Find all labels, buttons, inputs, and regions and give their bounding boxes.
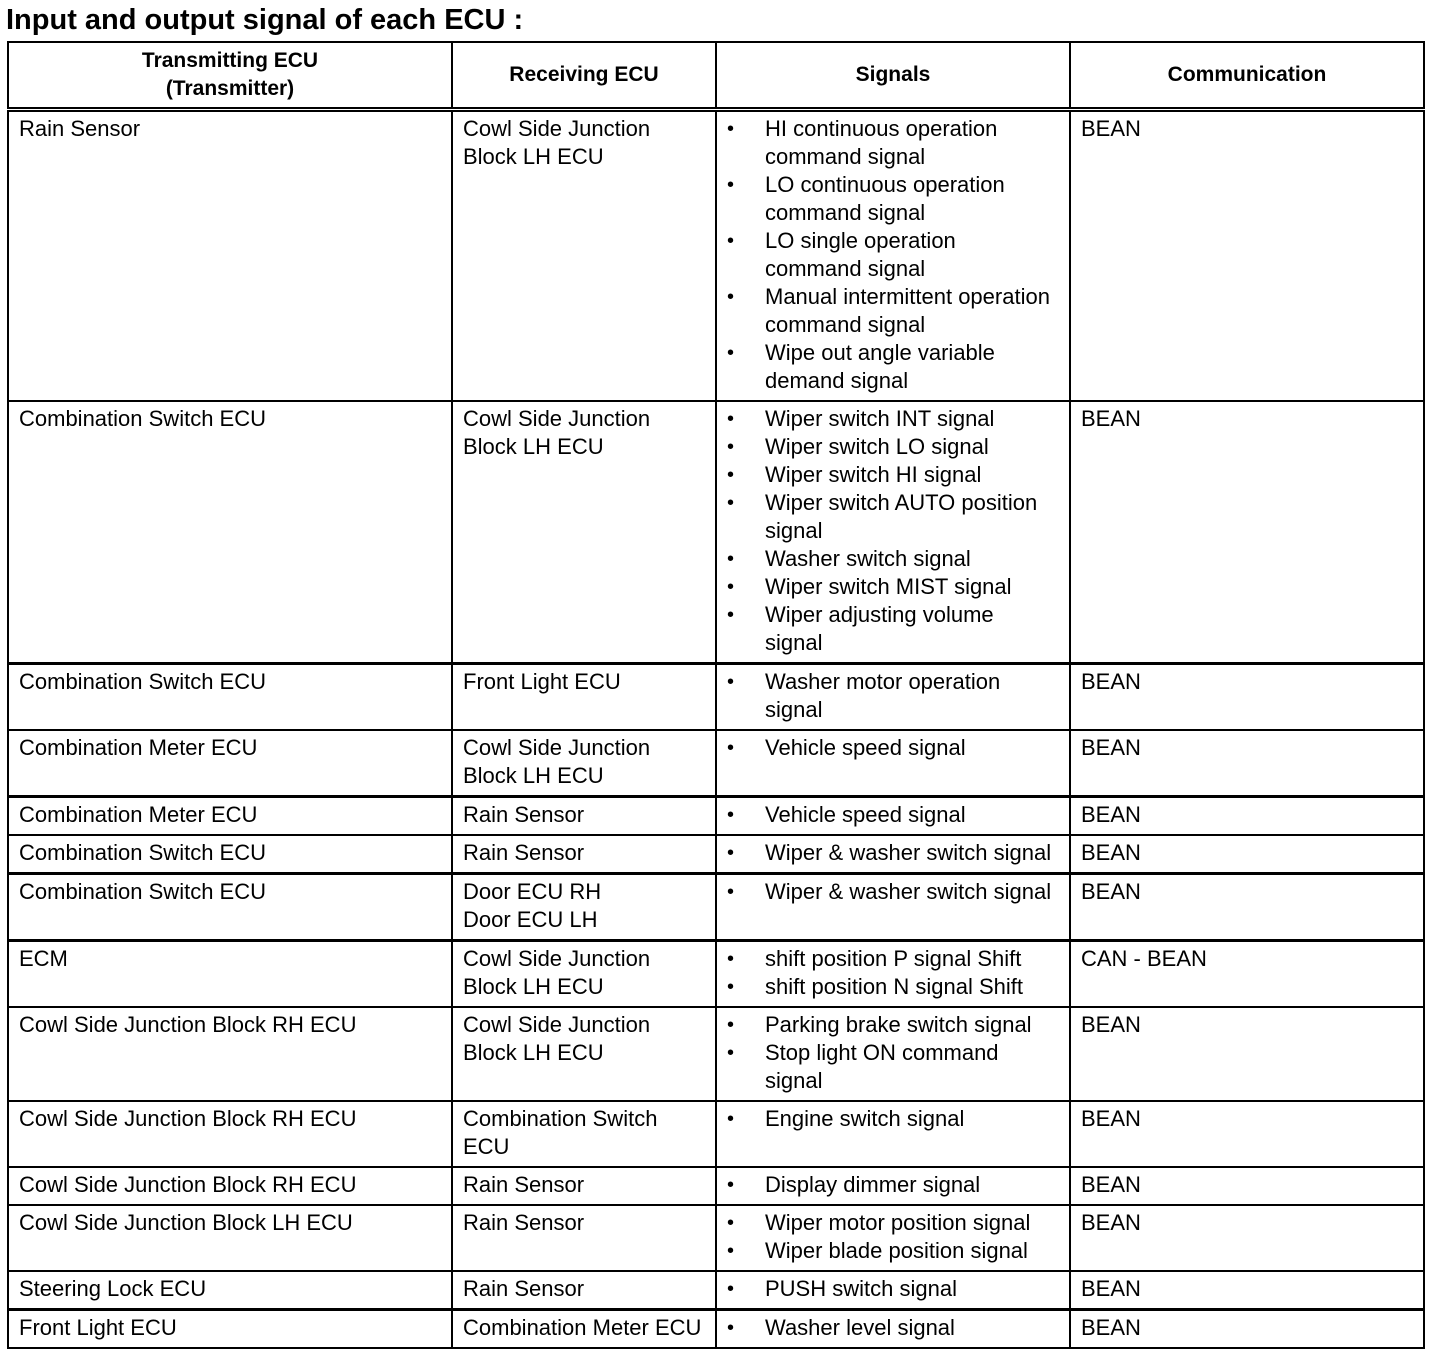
receiving-ecu-line: Rain Sensor — [463, 1210, 585, 1235]
signal-item — [727, 973, 1065, 1001]
signals-cell — [716, 874, 1070, 941]
signal-item — [727, 801, 1065, 829]
communication-protocol: BEAN — [1081, 802, 1141, 827]
signal-list — [727, 1209, 1065, 1265]
table-row — [8, 730, 1424, 797]
signal-list — [727, 1275, 1065, 1303]
transmitting-ecu-name: Combination Switch ECU — [19, 840, 266, 865]
signal-text: • Stop light ON command — [765, 1040, 999, 1065]
signal-text: • Washer level signal — [765, 1315, 955, 1340]
receiving-ecu-line: Rain Sensor — [463, 1276, 585, 1301]
signal-item — [727, 227, 1065, 283]
transmitting-ecu-name: Combination Switch ECU — [19, 669, 266, 694]
ecu-signal-table — [7, 41, 1425, 1349]
receiving-ecu-line: Block LH ECU — [463, 144, 604, 169]
receiving-ecu-line: Combination Switch — [463, 1106, 658, 1131]
signals-cell — [716, 664, 1070, 731]
table-row — [8, 1167, 1424, 1205]
signal-text: • Engine switch signal — [765, 1106, 965, 1131]
signal-text: • shift position N signal Shift — [765, 974, 1024, 999]
signals-cell — [716, 1007, 1070, 1101]
communication-cell — [1070, 874, 1424, 941]
signal-item — [727, 1275, 1065, 1303]
transmitting-ecu-name: Rain Sensor — [19, 116, 141, 141]
receiving-ecu-line: Rain Sensor — [463, 802, 585, 827]
receiving-ecu-line: Cowl Side Junction — [463, 116, 651, 141]
receiving-ecu-line: Combination Meter ECU — [463, 1315, 702, 1340]
signal-list — [727, 405, 1065, 657]
signals-cell — [716, 1167, 1070, 1205]
header-transmitting-line: Transmitting ECU — [141, 49, 319, 72]
signal-list — [727, 839, 1065, 867]
transmitting-ecu-cell — [8, 941, 452, 1008]
communication-cell — [1070, 401, 1424, 664]
signal-item — [727, 339, 1065, 395]
signal-list — [727, 878, 1065, 906]
receiving-ecu-line: Block LH ECU — [463, 434, 604, 459]
signal-list — [727, 734, 1065, 762]
table-row — [8, 664, 1424, 731]
receiving-ecu-line: Cowl Side Junction — [463, 406, 651, 431]
signals-cell — [716, 1205, 1070, 1271]
signal-text: • LO single operation — [765, 228, 956, 253]
signal-item — [727, 945, 1065, 973]
receiving-ecu-line: Cowl Side Junction — [463, 735, 651, 760]
communication-protocol: BEAN — [1081, 1106, 1141, 1131]
signal-item — [727, 1237, 1065, 1265]
signal-text: • shift position P signal Shift — [765, 946, 1022, 971]
signal-list — [727, 1105, 1065, 1133]
header-signals: Signals — [716, 42, 1070, 110]
transmitting-ecu-cell — [8, 664, 452, 731]
signal-text: • Wiper switch HI signal — [765, 462, 982, 487]
transmitting-ecu-name: Cowl Side Junction Block RH ECU — [19, 1172, 357, 1197]
communication-protocol: BEAN — [1081, 1172, 1141, 1197]
communication-cell — [1070, 110, 1424, 402]
table-row — [8, 874, 1424, 941]
signal-item — [727, 1011, 1065, 1039]
signal-text: • Wipe out angle variable — [765, 340, 995, 365]
signals-cell — [716, 1271, 1070, 1310]
signal-text: • Wiper adjusting volume — [765, 602, 994, 627]
transmitting-ecu-name: Combination Switch ECU — [19, 406, 266, 431]
signal-text: • Wiper & washer switch signal — [765, 840, 1052, 865]
signal-text: • Wiper switch INT signal — [765, 406, 995, 431]
receiving-ecu-cell — [452, 110, 716, 402]
communication-cell — [1070, 1310, 1424, 1349]
transmitting-ecu-name: Combination Switch ECU — [19, 879, 266, 904]
signal-text: • Parking brake switch signal — [765, 1012, 1032, 1037]
transmitting-ecu-name: Steering Lock ECU — [19, 1276, 207, 1301]
signal-item — [727, 1171, 1065, 1199]
communication-protocol: BEAN — [1081, 840, 1141, 865]
receiving-ecu-line: Door ECU RH — [463, 879, 602, 904]
communication-cell — [1070, 941, 1424, 1008]
signal-item — [727, 1314, 1065, 1342]
signal-item — [727, 461, 1065, 489]
signal-list — [727, 945, 1065, 1001]
transmitting-ecu-name: Combination Meter ECU — [19, 802, 258, 827]
receiving-ecu-cell — [452, 401, 716, 664]
header-communication: Communication — [1070, 42, 1424, 110]
signal-list — [727, 801, 1065, 829]
communication-cell — [1070, 835, 1424, 874]
signal-item — [727, 1209, 1065, 1237]
communication-cell — [1070, 730, 1424, 797]
receiving-ecu-line: ECU — [463, 1134, 510, 1159]
communication-protocol: BEAN — [1081, 669, 1141, 694]
signal-text: • Wiper blade position signal — [765, 1238, 1028, 1263]
signal-text: • Wiper switch LO signal — [765, 434, 989, 459]
communication-cell — [1070, 1205, 1424, 1271]
signals-cell — [716, 835, 1070, 874]
signal-item — [727, 283, 1065, 339]
signal-text: • Wiper & washer switch signal — [765, 879, 1052, 904]
receiving-ecu-line: Door ECU LH — [463, 907, 598, 932]
signal-text: • PUSH switch signal — [765, 1276, 957, 1301]
signals-cell — [716, 401, 1070, 664]
transmitting-ecu-cell — [8, 110, 452, 402]
signals-cell — [716, 797, 1070, 836]
transmitting-ecu-cell — [8, 1167, 452, 1205]
signal-list — [727, 1171, 1065, 1199]
receiving-ecu-cell — [452, 1101, 716, 1167]
transmitting-ecu-cell — [8, 874, 452, 941]
receiving-ecu-cell — [452, 1167, 716, 1205]
signals-cell — [716, 1310, 1070, 1349]
signal-text: • Wiper switch AUTO position — [765, 490, 1038, 515]
signal-list — [727, 1314, 1065, 1342]
transmitting-ecu-name: Combination Meter ECU — [19, 735, 258, 760]
receiving-ecu-cell — [452, 1205, 716, 1271]
receiving-ecu-line: Rain Sensor — [463, 1172, 585, 1197]
signal-item — [727, 405, 1065, 433]
receiving-ecu-cell — [452, 941, 716, 1008]
signal-list — [727, 115, 1065, 395]
signal-item — [727, 171, 1065, 227]
signal-text: • Washer switch signal — [765, 546, 971, 571]
receiving-ecu-cell — [452, 797, 716, 836]
signal-text: demand signal — [765, 368, 909, 393]
communication-cell — [1070, 797, 1424, 836]
receiving-ecu-cell — [452, 730, 716, 797]
transmitting-ecu-cell — [8, 1101, 452, 1167]
transmitting-ecu-cell — [8, 1007, 452, 1101]
table-row — [8, 1101, 1424, 1167]
transmitting-ecu-name: Front Light ECU — [19, 1315, 177, 1340]
signal-text: • Vehicle speed signal — [765, 802, 966, 827]
signal-item — [727, 601, 1065, 657]
table-row — [8, 401, 1424, 664]
header-receiving-ecu: Receiving ECU — [452, 42, 716, 110]
page-title: Input and output signal of each ECU : — [6, 4, 524, 36]
table-row — [8, 941, 1424, 1008]
communication-protocol: BEAN — [1081, 879, 1141, 904]
communication-protocol: BEAN — [1081, 406, 1141, 431]
transmitting-ecu-cell — [8, 730, 452, 797]
communication-protocol: BEAN — [1081, 1210, 1141, 1235]
receiving-ecu-line: Rain Sensor — [463, 840, 585, 865]
signals-cell — [716, 941, 1070, 1008]
receiving-ecu-line: Block LH ECU — [463, 1040, 604, 1065]
signals-cell — [716, 730, 1070, 797]
transmitting-ecu-name: Cowl Side Junction Block RH ECU — [19, 1012, 357, 1037]
table-body — [8, 110, 1424, 1349]
transmitting-ecu-cell — [8, 1310, 452, 1349]
signal-item — [727, 668, 1065, 724]
communication-cell — [1070, 1101, 1424, 1167]
communication-cell — [1070, 1167, 1424, 1205]
transmitting-ecu-cell — [8, 1205, 452, 1271]
communication-protocol: BEAN — [1081, 735, 1141, 760]
signal-text: • Wiper motor position signal — [765, 1210, 1031, 1235]
signal-text: • Wiper switch MIST signal — [765, 574, 1012, 599]
signal-item — [727, 1039, 1065, 1095]
transmitting-ecu-cell — [8, 835, 452, 874]
signal-text: signal — [765, 1068, 823, 1093]
transmitting-ecu-name: Cowl Side Junction Block RH ECU — [19, 1106, 357, 1131]
communication-protocol: BEAN — [1081, 1276, 1141, 1301]
signal-list — [727, 668, 1065, 724]
receiving-ecu-cell — [452, 664, 716, 731]
table-row — [8, 797, 1424, 836]
transmitting-ecu-cell — [8, 1271, 452, 1310]
communication-cell — [1070, 664, 1424, 731]
table-row — [8, 110, 1424, 402]
receiving-ecu-cell — [452, 1271, 716, 1310]
signal-text: command signal — [765, 256, 926, 281]
transmitting-ecu-cell — [8, 401, 452, 664]
transmitting-ecu-cell — [8, 797, 452, 836]
signal-text: • Manual intermittent operation — [765, 284, 1050, 309]
signal-item — [727, 1105, 1065, 1133]
receiving-ecu-line: Front Light ECU — [463, 669, 621, 694]
signal-text: • LO continuous operation — [765, 172, 1005, 197]
signal-text: • Washer motor operation — [765, 669, 1001, 694]
signal-item — [727, 878, 1065, 906]
transmitting-ecu-name: Cowl Side Junction Block LH ECU — [19, 1210, 353, 1235]
receiving-ecu-cell — [452, 874, 716, 941]
signal-text: • HI continuous operation — [765, 116, 998, 141]
signal-item — [727, 115, 1065, 171]
signal-item — [727, 734, 1065, 762]
signal-text: command signal — [765, 312, 926, 337]
communication-protocol: CAN - BEAN — [1081, 946, 1207, 971]
signal-item — [727, 839, 1065, 867]
header-transmitting-line: (Transmitter) — [165, 77, 295, 100]
signal-item — [727, 573, 1065, 601]
signal-item — [727, 545, 1065, 573]
signal-item — [727, 433, 1065, 461]
signals-cell — [716, 1101, 1070, 1167]
receiving-ecu-line: Block LH ECU — [463, 974, 604, 999]
signal-list — [727, 1011, 1065, 1095]
communication-cell — [1070, 1007, 1424, 1101]
signal-text: signal — [765, 697, 823, 722]
communication-protocol: BEAN — [1081, 116, 1141, 141]
receiving-ecu-line: Cowl Side Junction — [463, 1012, 651, 1037]
signal-text: signal — [765, 630, 823, 655]
transmitting-ecu-name: ECM — [19, 946, 68, 971]
signal-text: command signal — [765, 200, 926, 225]
signal-text: • Display dimmer signal — [765, 1172, 981, 1197]
communication-protocol: BEAN — [1081, 1012, 1141, 1037]
signal-text: • Vehicle speed signal — [765, 735, 966, 760]
table-header-row — [8, 42, 1424, 110]
table-row — [8, 1271, 1424, 1310]
communication-protocol: BEAN — [1081, 1315, 1141, 1340]
receiving-ecu-line: Cowl Side Junction — [463, 946, 651, 971]
signals-cell — [716, 110, 1070, 402]
table-row — [8, 1205, 1424, 1271]
signal-item — [727, 489, 1065, 545]
signal-text: signal — [765, 518, 823, 543]
communication-cell — [1070, 1271, 1424, 1310]
receiving-ecu-line: Block LH ECU — [463, 763, 604, 788]
table-row — [8, 1310, 1424, 1349]
table-row — [8, 835, 1424, 874]
table-row — [8, 1007, 1424, 1101]
receiving-ecu-cell — [452, 1007, 716, 1101]
receiving-ecu-cell — [452, 835, 716, 874]
header-transmitting-ecu — [8, 42, 452, 110]
signal-text: command signal — [765, 144, 926, 169]
receiving-ecu-cell — [452, 1310, 716, 1349]
